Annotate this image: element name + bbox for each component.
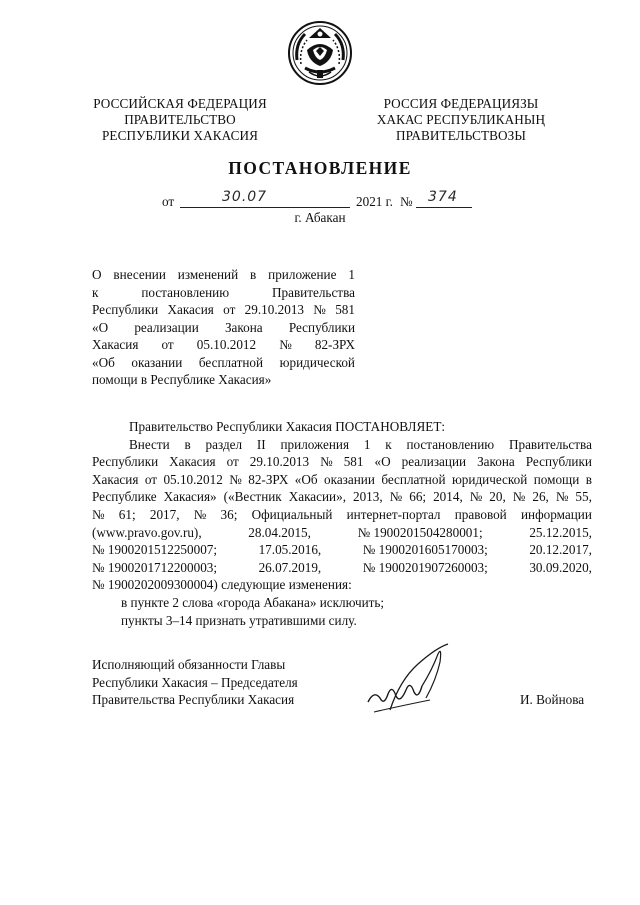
header-right-line: ХАКАС РЕСПУБЛИКАНЫҢ: [376, 112, 546, 127]
handwritten-date: 30.07: [222, 189, 268, 205]
body-word: 05.10.2012: [163, 471, 223, 487]
body-line: [92, 471, 592, 489]
subject-line: помощи в Республике Хакасия»: [92, 372, 272, 387]
body-word: 36;: [220, 506, 238, 522]
body-word: 82-ЗРХ: [248, 471, 289, 487]
body-word: интернет-портал: [346, 506, 441, 522]
body-word: 30.09.2020,: [529, 559, 592, 575]
from-label: от: [162, 194, 175, 209]
body-word: приложения: [280, 436, 350, 452]
header-left-line: РОССИЙСКАЯ ФЕДЕРАЦИЯ: [93, 96, 267, 111]
body-word: раздел: [205, 436, 243, 452]
handwritten-signature-icon: [360, 640, 470, 720]
subject-word: О: [92, 267, 102, 282]
body-word: Правительства: [508, 436, 592, 452]
body-word: Внести: [129, 436, 170, 452]
body-word: 17.05.2016,: [258, 542, 322, 558]
subject-word: к: [92, 284, 99, 300]
body-word: 20.12.2017,: [529, 542, 592, 558]
subject-word: бесплатной: [198, 354, 264, 370]
body-word: от: [144, 471, 158, 487]
subject-line: [92, 319, 355, 337]
body-word: 28.04.2015,: [248, 524, 311, 540]
body-word: №: [389, 489, 403, 505]
body-word: постановлению: [406, 436, 495, 452]
body-word: помощи: [533, 471, 580, 487]
body-word: № 1900201512250007;: [92, 542, 218, 558]
header-left-line: РЕСПУБЛИКИ ХАКАСИЯ: [102, 128, 258, 143]
subject-word: 05.10.2012: [196, 337, 257, 352]
subject-word: постановлению: [141, 284, 230, 300]
body-word: Закона: [477, 454, 515, 470]
subject-line: [92, 301, 355, 319]
body-word: II: [256, 436, 266, 452]
signatory-position-line: Республики Хакасия – Председателя: [92, 674, 298, 690]
subject-word: от: [161, 337, 174, 352]
resolution-item-2: пункты 3–14 признать утратившими силу.: [121, 612, 357, 628]
signatory-name: И. Войнова: [520, 692, 585, 707]
resolution-item-1: в пункте 2 слова «города Абакана» исключить;: [121, 594, 385, 610]
body-word: 20,: [489, 489, 506, 505]
body-word: Официальный: [251, 506, 333, 522]
body-line: [92, 506, 592, 524]
subject-word: «Об: [92, 354, 115, 370]
subject-word: внесении: [113, 267, 166, 282]
subject-word: изменений: [177, 267, 239, 282]
subject-word: 1: [348, 267, 355, 282]
header-right: [358, 96, 564, 144]
number-underline: [416, 207, 472, 208]
header-left-line: ПРАВИТЕЛЬСТВО: [124, 112, 236, 127]
body-word: (www.pravo.gov.ru),: [92, 524, 202, 540]
body-word: оказании: [324, 471, 375, 487]
body-word: 26,: [532, 489, 549, 505]
subject-word: Хакасия: [92, 337, 139, 352]
subject-word: «О: [92, 319, 109, 335]
signatory-position: [92, 656, 298, 709]
subject-word: №: [279, 337, 292, 352]
subject-word: Правительства: [271, 284, 355, 300]
body-word: № 1900201504280001;: [357, 524, 483, 540]
header-right-line: ПРАВИТЕЛЬСТВОЗЫ: [396, 128, 526, 143]
body-word: Хакасии»,: [288, 489, 346, 505]
subject-word: юридической: [279, 354, 355, 370]
subject-word: приложение: [268, 267, 337, 282]
year-label: 2021 г.: [356, 194, 393, 209]
body-line: [92, 559, 592, 577]
body-word: Хакасия: [169, 454, 216, 470]
body-word: №: [92, 506, 105, 522]
body-word: 1: [363, 436, 371, 452]
subject-word: 82-ЗРХ: [314, 337, 355, 352]
body-word: 26.07.2019,: [258, 559, 322, 575]
body-word: «О: [374, 454, 391, 470]
body-word: Республики: [525, 454, 592, 470]
body-line: № 1900202009300004) следующие изменения:: [92, 577, 352, 593]
body-word: №: [469, 489, 483, 505]
body-word: №: [193, 506, 207, 522]
body-word: реализации: [401, 454, 467, 470]
document-title: ПОСТАНОВЛЕНИЕ: [228, 158, 412, 178]
subject-word: Республики: [288, 319, 355, 335]
body-line: [92, 524, 592, 542]
body-word: Республики: [92, 454, 159, 470]
subject-line: [92, 336, 355, 354]
subject-word: 29.10.2013: [244, 302, 304, 317]
body-word: в: [184, 436, 191, 452]
signatory-position-line: Правительства Республики Хакасия: [92, 692, 295, 708]
subject-word: от: [223, 302, 236, 317]
body-word: 61;: [118, 506, 136, 522]
body-line: [92, 453, 592, 471]
handwritten-number: 374: [428, 189, 458, 205]
body-word: №: [555, 489, 569, 505]
body-word: 66;: [409, 489, 427, 505]
body-word: юридической: [451, 471, 528, 487]
body-word: №: [512, 489, 526, 505]
subject-word: Республики: [92, 302, 159, 317]
body-word: 2017,: [149, 506, 180, 522]
subject-word: №: [313, 302, 326, 317]
subject-word: реализации: [134, 319, 199, 335]
body-word: («Вестник: [223, 489, 282, 505]
subject-word: Закона: [224, 319, 263, 335]
resolution-body: [92, 418, 592, 629]
signatory-position-line: Исполняющий обязанности Главы: [92, 657, 286, 672]
body-word: от: [226, 454, 239, 470]
resolution-intro: Правительство Республики Хакасия ПОСТАНОВЛЯЕТ:: [129, 419, 446, 434]
body-word: 55,: [575, 489, 592, 505]
body-word: 581: [343, 454, 364, 470]
body-line: [92, 488, 592, 506]
date-number-line: [0, 189, 640, 212]
date-underline: [180, 207, 350, 208]
body-word: №: [320, 454, 333, 470]
subject-line: [92, 354, 355, 372]
body-word: правовой: [454, 506, 507, 522]
body-word: № 1900201712200003;: [92, 559, 218, 575]
subject-block: [92, 266, 355, 389]
subject-line: [92, 266, 355, 284]
body-word: Хакасия: [92, 471, 139, 487]
subject-word: в: [250, 267, 257, 282]
subject-word: оказании: [131, 354, 183, 370]
header-left: [80, 96, 280, 144]
body-word: № 1900201605170003;: [362, 542, 488, 558]
body-word: бесплатной: [381, 471, 446, 487]
body-word: 2014,: [433, 489, 463, 505]
body-word: 2013,: [352, 489, 383, 505]
body-word: Хакасия»: [163, 489, 217, 505]
body-word: в: [585, 471, 592, 487]
coat-of-arms-icon: [287, 20, 353, 86]
body-line: [92, 436, 592, 454]
body-word: информации: [520, 506, 592, 522]
subject-word: 581: [335, 302, 355, 317]
body-word: Республике: [92, 489, 157, 505]
body-word: №: [229, 471, 242, 487]
city-label: г. Абакан: [294, 210, 346, 225]
body-word: «Об: [294, 471, 318, 487]
body-word: к: [385, 436, 392, 452]
body-word: № 1900201907260003;: [362, 559, 488, 575]
number-label: №: [400, 194, 413, 209]
subject-word: Хакасия: [167, 302, 214, 317]
body-word: 29.10.2013: [249, 454, 310, 470]
body-line: [92, 541, 592, 559]
header-right-line: РОССИЯ ФЕДЕРАЦИЯЗЫ: [383, 96, 539, 111]
body-word: 25.12.2015,: [529, 524, 592, 540]
subject-line: [92, 284, 355, 302]
